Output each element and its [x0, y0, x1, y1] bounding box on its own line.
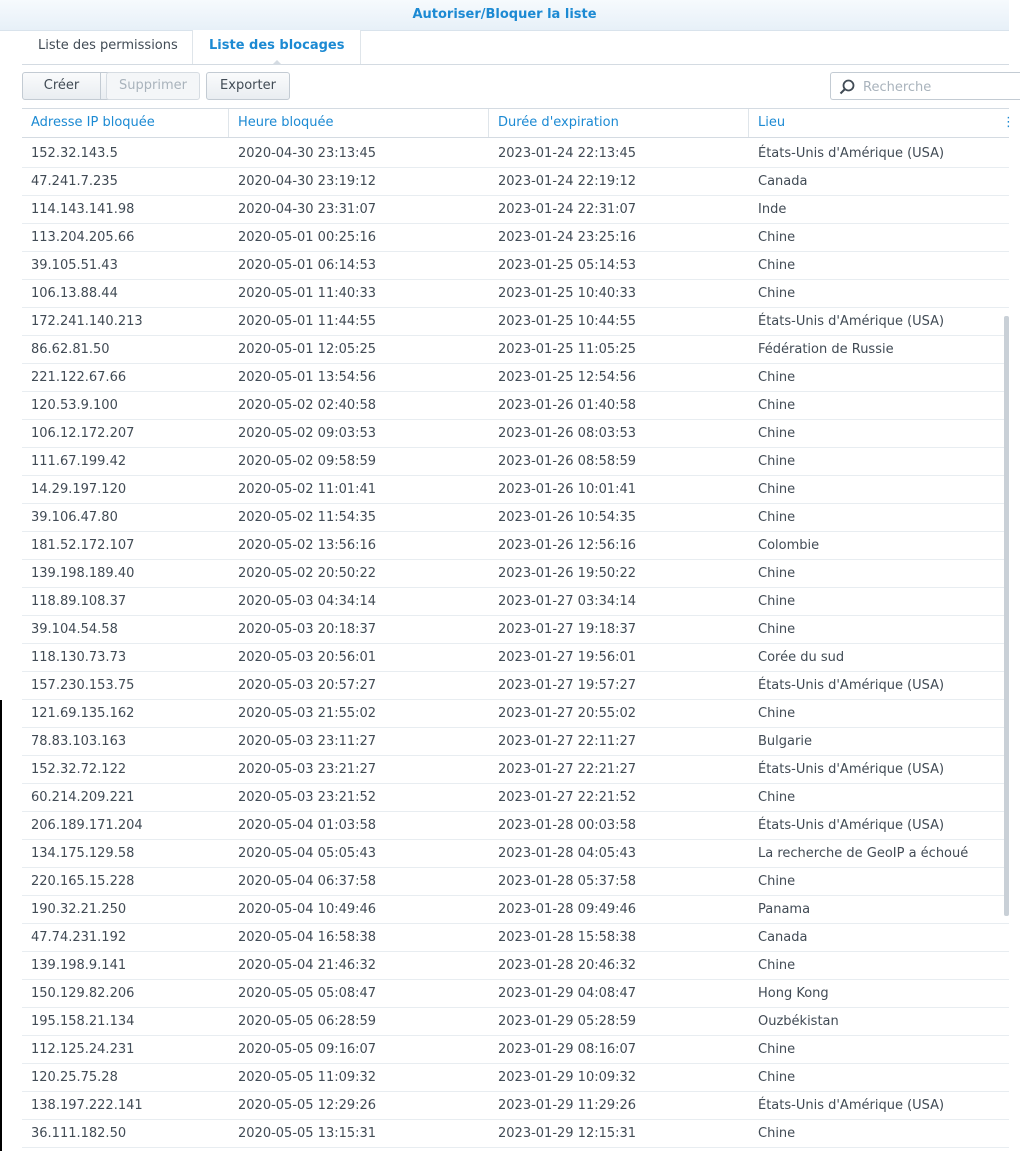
- table-row[interactable]: [22, 980, 1009, 1008]
- cell-ip: 47.241.7.235: [31, 174, 118, 189]
- create-button[interactable]: Créer: [22, 72, 101, 100]
- cell-location: Chine: [758, 286, 796, 301]
- cell-expiration: 2023-01-28 04:05:43: [498, 846, 637, 861]
- table-row[interactable]: [22, 812, 1009, 840]
- cell-blocked-time: 2020-05-03 20:57:27: [238, 678, 377, 693]
- cell-blocked-time: 2020-05-01 11:40:33: [238, 286, 377, 301]
- cell-ip: 111.67.199.42: [31, 454, 127, 469]
- cell-ip: 138.197.222.141: [31, 1098, 143, 1113]
- table-header: [22, 108, 1015, 138]
- cell-ip: 152.32.72.122: [31, 762, 127, 777]
- cell-ip: 120.25.75.28: [31, 1070, 118, 1085]
- cell-ip: 113.204.205.66: [31, 230, 135, 245]
- cell-ip: 172.241.140.213: [31, 314, 143, 329]
- table-row[interactable]: [22, 1036, 1009, 1064]
- cell-blocked-time: 2020-05-01 06:14:53: [238, 258, 377, 273]
- cell-location: Bulgarie: [758, 734, 812, 749]
- table-row[interactable]: [22, 952, 1009, 980]
- cell-blocked-time: 2020-05-05 05:08:47: [238, 986, 377, 1001]
- cell-location: Chine: [758, 1070, 796, 1085]
- cell-expiration: 2023-01-26 10:54:35: [498, 510, 637, 525]
- table-row[interactable]: [22, 392, 1009, 420]
- cell-location: Chine: [758, 1126, 796, 1141]
- cell-blocked-time: 2020-05-02 11:54:35: [238, 510, 377, 525]
- cell-blocked-time: 2020-05-02 20:50:22: [238, 566, 377, 581]
- cell-blocked-time: 2020-05-01 00:25:16: [238, 230, 377, 245]
- cell-expiration: 2023-01-26 12:56:16: [498, 538, 637, 553]
- cell-location: Canada: [758, 930, 808, 945]
- cell-expiration: 2023-01-28 05:37:58: [498, 874, 637, 889]
- cell-expiration: 2023-01-29 12:15:31: [498, 1126, 637, 1141]
- cell-ip: 106.12.172.207: [31, 426, 135, 441]
- cell-location: Inde: [758, 202, 787, 217]
- window-title: Autoriser/Bloquer la liste: [412, 7, 597, 22]
- cell-location: Chine: [758, 958, 796, 973]
- edge-bar: [0, 700, 2, 1151]
- cell-ip: 78.83.103.163: [31, 734, 127, 749]
- cell-location: États-Unis d'Amérique (USA): [758, 762, 945, 777]
- table-row[interactable]: [22, 924, 1009, 952]
- cell-expiration: 2023-01-27 22:21:27: [498, 762, 637, 777]
- cell-location: Chine: [758, 482, 796, 497]
- cell-expiration: 2023-01-27 20:55:02: [498, 706, 637, 721]
- cell-expiration: 2023-01-27 19:18:37: [498, 622, 637, 637]
- cell-location: Chine: [758, 454, 796, 469]
- search-icon: [839, 79, 855, 95]
- table-row[interactable]: [22, 896, 1009, 924]
- table-row[interactable]: [22, 308, 1009, 336]
- column-menu-icon[interactable]: ⋮: [1002, 115, 1015, 130]
- tab-blocklist[interactable]: [192, 30, 361, 64]
- search-input[interactable]: [861, 77, 1015, 97]
- scrollbar[interactable]: [1004, 316, 1009, 916]
- table-row[interactable]: [22, 784, 1009, 812]
- cell-ip: 39.104.54.58: [31, 622, 118, 637]
- table-row[interactable]: [22, 420, 1009, 448]
- cell-blocked-time: 2020-05-03 23:11:27: [238, 734, 377, 749]
- cell-expiration: 2023-01-29 10:09:32: [498, 1070, 637, 1085]
- cell-location: États-Unis d'Amérique (USA): [758, 818, 945, 833]
- cell-expiration: 2023-01-29 04:08:47: [498, 986, 637, 1001]
- cell-ip: 190.32.21.250: [31, 902, 127, 917]
- cell-expiration: 2023-01-25 05:14:53: [498, 258, 637, 273]
- delete-button[interactable]: Supprimer: [106, 72, 200, 100]
- cell-expiration: 2023-01-28 20:46:32: [498, 958, 637, 973]
- cell-expiration: 2023-01-25 12:54:56: [498, 370, 637, 385]
- toolbar: [22, 64, 1009, 108]
- cell-blocked-time: 2020-05-03 21:55:02: [238, 706, 377, 721]
- cell-expiration: 2023-01-26 01:40:58: [498, 398, 637, 413]
- cell-blocked-time: 2020-05-03 23:21:27: [238, 762, 377, 777]
- table-row[interactable]: [22, 1064, 1009, 1092]
- cell-ip: 39.106.47.80: [31, 510, 118, 525]
- cell-expiration: 2023-01-25 11:05:25: [498, 342, 637, 357]
- cell-blocked-time: 2020-05-03 04:34:14: [238, 594, 377, 609]
- table-row[interactable]: [22, 756, 1009, 784]
- cell-expiration: 2023-01-26 10:01:41: [498, 482, 637, 497]
- cell-location: Corée du sud: [758, 650, 845, 665]
- cell-blocked-time: 2020-05-02 13:56:16: [238, 538, 377, 553]
- cell-blocked-time: 2020-05-01 11:44:55: [238, 314, 377, 329]
- cell-expiration: 2023-01-24 23:25:16: [498, 230, 637, 245]
- cell-blocked-time: 2020-05-04 10:49:46: [238, 902, 377, 917]
- cell-expiration: 2023-01-24 22:31:07: [498, 202, 637, 217]
- cell-expiration: 2023-01-28 09:49:46: [498, 902, 637, 917]
- cell-location: États-Unis d'Amérique (USA): [758, 146, 945, 161]
- cell-ip: 157.230.153.75: [31, 678, 135, 693]
- cell-expiration: 2023-01-27 22:21:52: [498, 790, 637, 805]
- cell-blocked-time: 2020-04-30 23:13:45: [238, 146, 377, 161]
- cell-expiration: 2023-01-28 00:03:58: [498, 818, 637, 833]
- search-box[interactable]: [830, 72, 1020, 100]
- cell-blocked-time: 2020-05-01 12:05:25: [238, 342, 377, 357]
- cell-blocked-time: 2020-05-03 20:18:37: [238, 622, 377, 637]
- cell-ip: 139.198.189.40: [31, 566, 135, 581]
- tab-blocklist-label: Liste des blocages: [209, 38, 345, 53]
- cell-ip: 60.214.209.221: [31, 790, 135, 805]
- cell-expiration: 2023-01-26 08:03:53: [498, 426, 637, 441]
- cell-blocked-time: 2020-05-04 01:03:58: [238, 818, 377, 833]
- cell-location: La recherche de GeoIP a échoué: [758, 846, 969, 861]
- column-header-location[interactable]: Lieu: [758, 115, 786, 130]
- cell-expiration: 2023-01-27 19:56:01: [498, 650, 637, 665]
- cell-ip: 121.69.135.162: [31, 706, 135, 721]
- cell-ip: 118.130.73.73: [31, 650, 127, 665]
- tab-permissions[interactable]: Liste des permissions: [38, 38, 178, 53]
- cell-expiration: 2023-01-27 19:57:27: [498, 678, 637, 693]
- table-row[interactable]: [22, 868, 1009, 896]
- cell-location: Chine: [758, 426, 796, 441]
- cell-ip: 120.53.9.100: [31, 398, 118, 413]
- cell-blocked-time: 2020-05-05 13:15:31: [238, 1126, 377, 1141]
- cell-blocked-time: 2020-05-04 21:46:32: [238, 958, 377, 973]
- cell-expiration: 2023-01-29 08:16:07: [498, 1042, 637, 1057]
- export-button[interactable]: Exporter: [206, 72, 290, 100]
- cell-ip: 134.175.129.58: [31, 846, 135, 861]
- column-header-expiration[interactable]: Durée d'expiration: [489, 109, 749, 137]
- table-row[interactable]: [22, 476, 1009, 504]
- cell-expiration: 2023-01-25 10:44:55: [498, 314, 637, 329]
- cell-expiration: 2023-01-24 22:19:12: [498, 174, 637, 189]
- cell-location: Chine: [758, 790, 796, 805]
- cell-blocked-time: 2020-05-02 09:03:53: [238, 426, 377, 441]
- cell-location: Chine: [758, 1042, 796, 1057]
- table-row[interactable]: [22, 588, 1009, 616]
- cell-blocked-time: 2020-05-05 12:29:26: [238, 1098, 377, 1113]
- column-header-ip[interactable]: Adresse IP bloquée: [22, 109, 229, 137]
- cell-location: États-Unis d'Amérique (USA): [758, 314, 945, 329]
- cell-blocked-time: 2020-05-02 11:01:41: [238, 482, 377, 497]
- cell-blocked-time: 2020-05-04 16:58:38: [238, 930, 377, 945]
- table-row[interactable]: [22, 728, 1009, 756]
- window-titlebar: [0, 0, 1009, 31]
- cell-ip: 181.52.172.107: [31, 538, 135, 553]
- cell-location: Chine: [758, 566, 796, 581]
- cell-blocked-time: 2020-05-05 06:28:59: [238, 1014, 377, 1029]
- cell-blocked-time: 2020-05-01 13:54:56: [238, 370, 377, 385]
- table-row[interactable]: [22, 280, 1009, 308]
- table-row[interactable]: [22, 840, 1009, 868]
- cell-blocked-time: 2020-04-30 23:19:12: [238, 174, 377, 189]
- cell-ip: 139.198.9.141: [31, 958, 127, 973]
- table-row[interactable]: [22, 532, 1009, 560]
- cell-expiration: 2023-01-29 05:28:59: [498, 1014, 637, 1029]
- cell-blocked-time: 2020-05-03 23:21:52: [238, 790, 377, 805]
- cell-location: États-Unis d'Amérique (USA): [758, 678, 945, 693]
- cell-expiration: 2023-01-26 08:58:59: [498, 454, 637, 469]
- cell-ip: 150.129.82.206: [31, 986, 135, 1001]
- cell-expiration: 2023-01-26 19:50:22: [498, 566, 637, 581]
- cell-ip: 112.125.24.231: [31, 1042, 135, 1057]
- cell-expiration: 2023-01-25 10:40:33: [498, 286, 637, 301]
- cell-blocked-time: 2020-05-04 06:37:58: [238, 874, 377, 889]
- cell-ip: 118.89.108.37: [31, 594, 127, 609]
- cell-expiration: 2023-01-29 11:29:26: [498, 1098, 637, 1113]
- cell-location: Colombie: [758, 538, 820, 553]
- table-row[interactable]: [22, 1120, 1009, 1148]
- table-row[interactable]: [22, 1092, 1009, 1120]
- cell-ip: 36.111.182.50: [31, 1126, 127, 1141]
- table-row[interactable]: [22, 168, 1009, 196]
- cell-ip: 39.105.51.43: [31, 258, 118, 273]
- cell-location: Chine: [758, 510, 796, 525]
- table-row[interactable]: [22, 616, 1009, 644]
- cell-blocked-time: 2020-05-05 09:16:07: [238, 1042, 377, 1057]
- cell-blocked-time: 2020-05-02 09:58:59: [238, 454, 377, 469]
- cell-location: Chine: [758, 706, 796, 721]
- cell-location: Hong Kong: [758, 986, 829, 1001]
- cell-location: Chine: [758, 874, 796, 889]
- cell-location: Fédération de Russie: [758, 342, 894, 357]
- cell-ip: 86.62.81.50: [31, 342, 110, 357]
- table-row[interactable]: [22, 560, 1009, 588]
- cell-ip: 47.74.231.192: [31, 930, 127, 945]
- cell-ip: 106.13.88.44: [31, 286, 118, 301]
- cell-ip: 14.29.197.120: [31, 482, 127, 497]
- cell-location: Chine: [758, 230, 796, 245]
- table-body: [22, 140, 1009, 1151]
- cell-ip: 195.158.21.134: [31, 1014, 135, 1029]
- cell-location: Chine: [758, 258, 796, 273]
- cell-ip: 114.143.141.98: [31, 202, 135, 217]
- left-edge: [0, 0, 22, 1151]
- cell-expiration: 2023-01-27 22:11:27: [498, 734, 637, 749]
- table-row[interactable]: [22, 364, 1009, 392]
- table-row[interactable]: [22, 336, 1009, 364]
- cell-location: Panama: [758, 902, 811, 917]
- cell-expiration: 2023-01-24 22:13:45: [498, 146, 637, 161]
- table-row[interactable]: [22, 700, 1009, 728]
- cell-location: Chine: [758, 622, 796, 637]
- table-row[interactable]: [22, 252, 1009, 280]
- tab-bar: [22, 30, 1009, 65]
- table-row[interactable]: [22, 196, 1009, 224]
- cell-location: Chine: [758, 398, 796, 413]
- cell-blocked-time: 2020-05-04 05:05:43: [238, 846, 377, 861]
- table-row[interactable]: [22, 448, 1009, 476]
- cell-location: Chine: [758, 594, 796, 609]
- table-row[interactable]: [22, 504, 1009, 532]
- cell-location: Chine: [758, 370, 796, 385]
- cell-expiration: 2023-01-28 15:58:38: [498, 930, 637, 945]
- cell-location: Ouzbékistan: [758, 1014, 839, 1029]
- cell-expiration: 2023-01-27 03:34:14: [498, 594, 637, 609]
- table-row[interactable]: [22, 644, 1009, 672]
- table-row[interactable]: [22, 140, 1009, 168]
- cell-ip: 220.165.15.228: [31, 874, 135, 889]
- cell-location: Canada: [758, 174, 808, 189]
- cell-blocked-time: 2020-05-03 20:56:01: [238, 650, 377, 665]
- table-row[interactable]: [22, 1008, 1009, 1036]
- table-row[interactable]: [22, 224, 1009, 252]
- cell-ip: 152.32.143.5: [31, 146, 118, 161]
- cell-ip: 221.122.67.66: [31, 370, 127, 385]
- cell-blocked-time: 2020-05-02 02:40:58: [238, 398, 377, 413]
- cell-location: États-Unis d'Amérique (USA): [758, 1098, 945, 1113]
- column-header-blocked-time[interactable]: Heure bloquée: [229, 109, 489, 137]
- cell-blocked-time: 2020-05-05 11:09:32: [238, 1070, 377, 1085]
- cell-ip: 206.189.171.204: [31, 818, 143, 833]
- cell-blocked-time: 2020-04-30 23:31:07: [238, 202, 377, 217]
- table-row[interactable]: [22, 672, 1009, 700]
